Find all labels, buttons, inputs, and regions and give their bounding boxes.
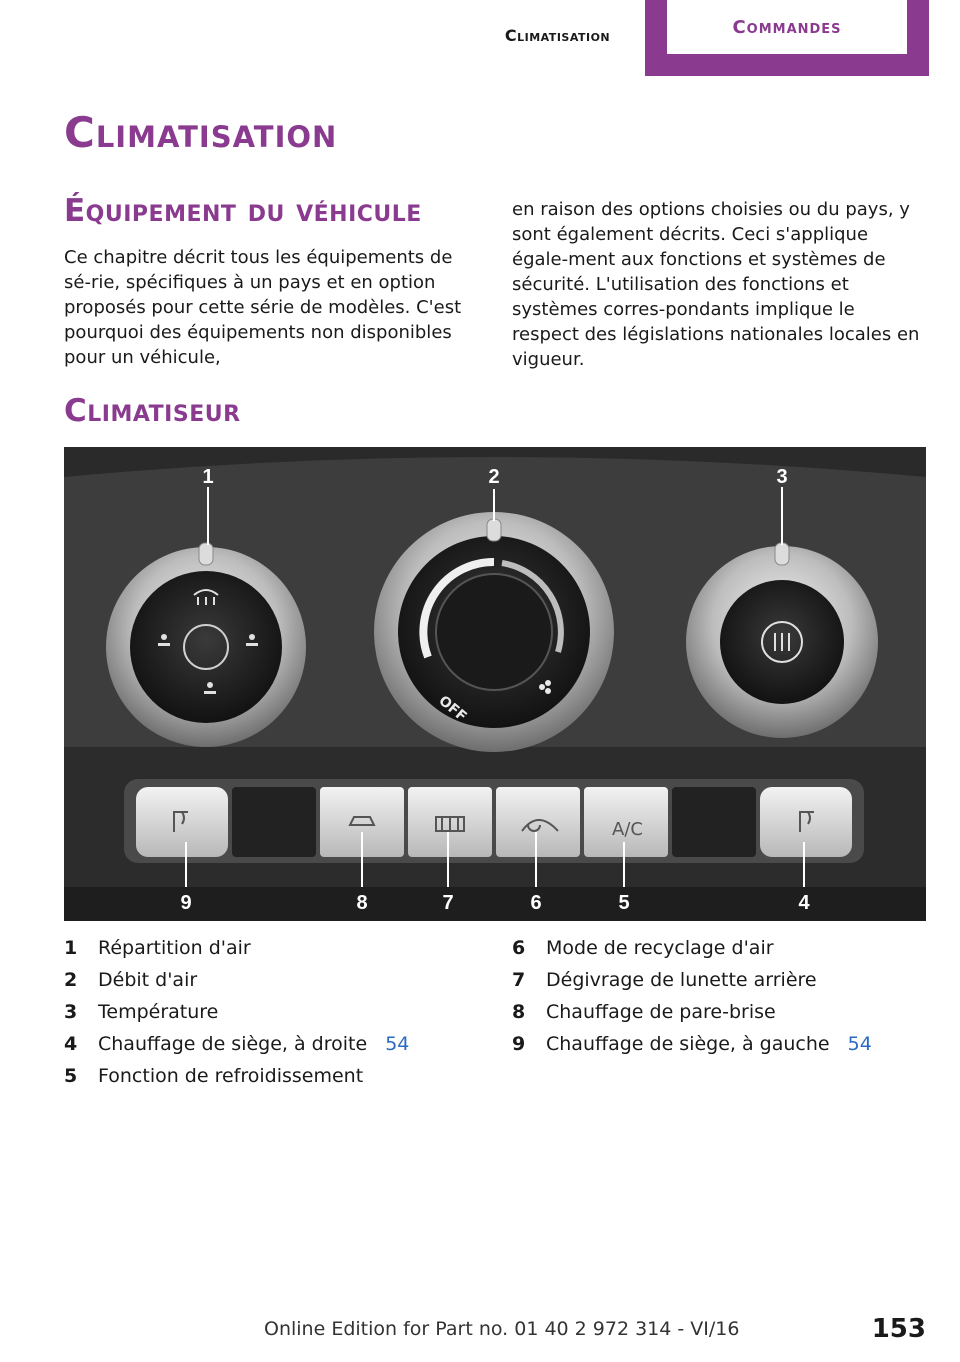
section-heading: Climatiseur — [64, 393, 241, 429]
legend-text: Chauffage de siège, à gauche — [546, 1033, 830, 1055]
legend-number: 8 — [512, 1001, 526, 1023]
legend-number: 3 — [64, 1001, 78, 1023]
callout-4: 4 — [798, 892, 810, 914]
legend-text: Répartition d'air — [98, 937, 251, 959]
footer-edition: Online Edition for Part no. 01 40 2 972 314 - VI/16 — [264, 1318, 740, 1340]
legend-list-left — [64, 932, 484, 1092]
ac-label: A/C — [612, 819, 643, 840]
legend-item — [64, 1028, 484, 1060]
chapter-tab[interactable]: Commandes — [667, 0, 907, 54]
legend-list-right — [512, 932, 932, 1060]
legend-text: Mode de recyclage d'air — [546, 937, 774, 959]
callout-7: 7 — [442, 892, 454, 914]
legend-number: 6 — [512, 937, 526, 959]
callout-9: 9 — [180, 892, 192, 914]
climate-control-photo — [64, 447, 926, 921]
legend-text: Dégivrage de lunette arrière — [546, 969, 817, 991]
legend-text: Fonction de refroidissement — [98, 1065, 364, 1087]
off-label: OFF — [435, 692, 470, 726]
page-number: 153 — [871, 1314, 926, 1344]
callout-8: 8 — [356, 892, 368, 914]
page-reference-link[interactable]: 54 — [847, 1033, 872, 1055]
legend-item — [512, 996, 932, 1028]
legend-item — [64, 996, 484, 1028]
legend-number: 5 — [64, 1065, 78, 1087]
legend-number: 4 — [64, 1033, 78, 1055]
legend-text: Chauffage de pare-brise — [546, 1001, 776, 1023]
right-seat-heating-button[interactable] — [760, 787, 852, 857]
legend-text: Température — [98, 1001, 219, 1023]
page-title: Climatisation — [64, 108, 338, 157]
callout-3: 3 — [776, 466, 788, 488]
legend-item — [64, 932, 484, 964]
section-tab: Climatisation — [504, 25, 611, 45]
legend-item — [512, 1028, 932, 1060]
recirculation-button[interactable] — [496, 787, 580, 857]
callout-2: 2 — [488, 466, 500, 488]
subtitle: Équipement du véhicule — [64, 193, 422, 229]
intro-paragraph-left: Ce chapitre décrit tous les équipements de sé‐rie, spécifiques à un pays et en option proposés pour cette série de modèles. C'est pourquoi des équipements non disponibles pour un véhicule, — [64, 247, 462, 368]
legend-item — [64, 964, 484, 996]
legend-number: 9 — [512, 1033, 526, 1055]
chapter-tab-band — [645, 0, 929, 76]
legend-item — [512, 932, 932, 964]
legend-text: Débit d'air — [98, 969, 198, 991]
legend-text: Chauffage de siège, à droite — [98, 1033, 368, 1055]
legend-number: 2 — [64, 969, 78, 991]
legend-number: 1 — [64, 937, 78, 959]
callout-5: 5 — [618, 892, 630, 914]
callout-6: 6 — [530, 892, 542, 914]
page-reference-link[interactable]: 54 — [385, 1033, 410, 1055]
intro-paragraph-right: en raison des options choisies ou du pays, y sont également décrits. Ceci s'applique égale‐ment aux fonctions et systèmes de sécurité. L'utilisation des fonctions et systèmes corres‐pondants implique le respect des législations nationales locales en vigueur. — [512, 199, 920, 370]
legend-number: 7 — [512, 969, 526, 991]
airflow-dial[interactable] — [374, 512, 614, 752]
legend-item — [512, 964, 932, 996]
legend-item — [64, 1060, 484, 1092]
left-seat-heating-button[interactable] — [136, 787, 228, 857]
callout-1: 1 — [202, 466, 214, 488]
